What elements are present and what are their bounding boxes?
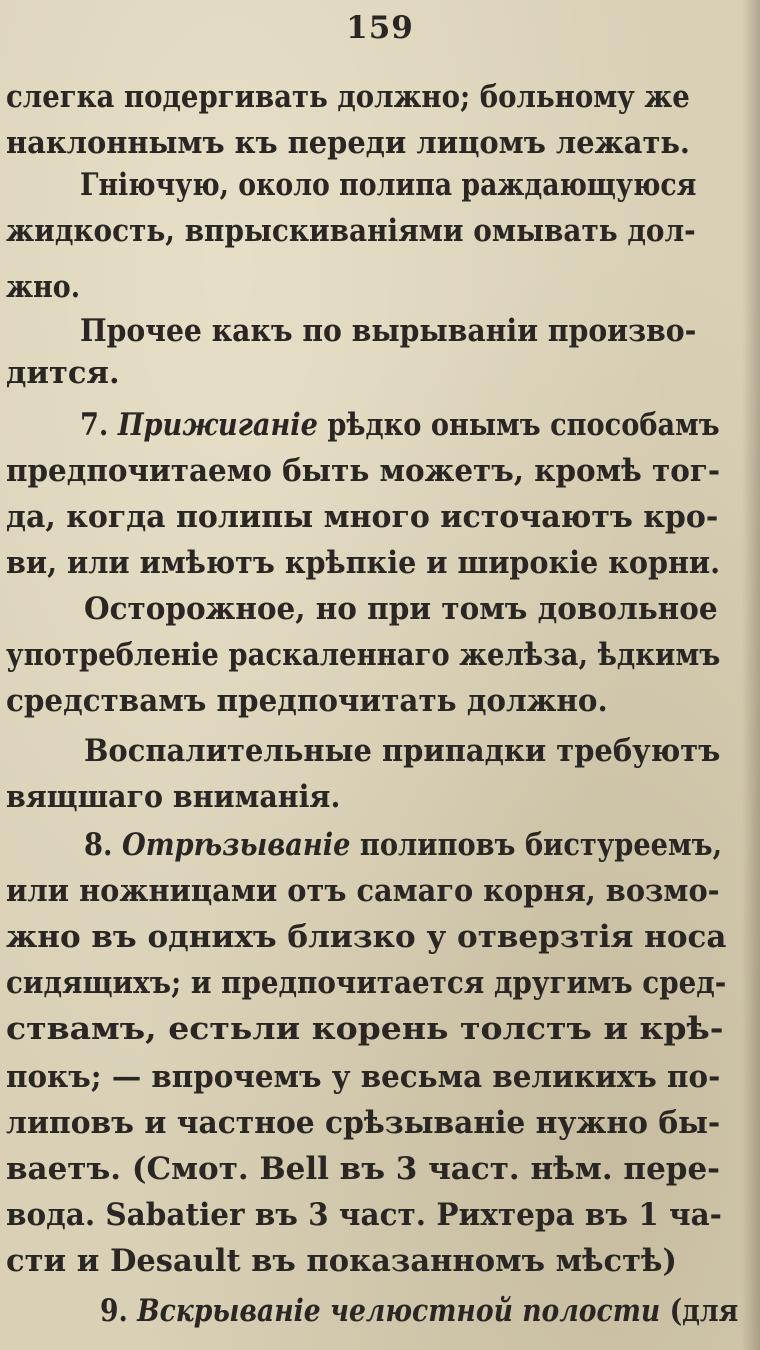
text-run: (для xyxy=(660,1293,739,1329)
text-line xyxy=(6,1197,722,1233)
page-number: 159 xyxy=(346,10,414,46)
text-line xyxy=(80,407,720,443)
text-run: ваетъ. (Смот. Bell въ 3 част. нѣм. пере- xyxy=(6,1151,721,1187)
text-line xyxy=(6,269,81,305)
text-run: полиповъ бистуреемъ, xyxy=(350,827,723,863)
text-run: рѣдко онымъ способамъ xyxy=(317,407,720,443)
text-line xyxy=(6,453,721,489)
text-line xyxy=(6,1059,721,1095)
text-line xyxy=(6,1151,721,1187)
text-line xyxy=(6,637,721,673)
text-run: Воспалительные припадки требуютъ xyxy=(84,733,721,769)
text-run: 7. xyxy=(80,407,118,443)
text-run: вода. Sabatier въ 3 част. Рихтера въ 1 ча- xyxy=(6,1197,722,1233)
text-run: покъ; — впрочемъ у весьма великихъ по- xyxy=(6,1059,721,1095)
text-line xyxy=(6,873,720,909)
text-run: сидящихъ; и предпочитается другимъ сред- xyxy=(6,965,727,1001)
italic-term: Отрѣзываніе xyxy=(121,827,351,863)
text-line xyxy=(84,827,723,863)
italic-term: Вскрываніе челюстной полости xyxy=(137,1293,661,1329)
text-run: ствамъ, естьли корень толстъ и крѣ- xyxy=(6,1011,724,1047)
text-run: Прочее какъ по вырываніи произво- xyxy=(80,313,697,349)
text-line xyxy=(6,1105,721,1141)
text-run: предпочитаемо быть можетъ, кромѣ тог- xyxy=(6,453,721,489)
text-run: да, когда полипы много источаютъ кро- xyxy=(6,499,719,535)
text-run: наклоннымъ къ переди лицомъ лежать. xyxy=(6,125,690,161)
text-run: сти и Desault въ показанномъ мѣстѣ) xyxy=(6,1243,677,1279)
text-run: жно въ однихъ близко у отверзтія носа xyxy=(6,919,727,955)
text-line xyxy=(6,1243,677,1279)
text-line xyxy=(84,733,721,769)
text-line xyxy=(6,355,120,391)
text-run: жно. xyxy=(6,269,81,305)
text-line xyxy=(6,213,696,249)
italic-term: Прижиганіе xyxy=(117,407,318,443)
text-line xyxy=(6,683,608,719)
text-run: или ножницами отъ самаго корня, возмо- xyxy=(6,873,720,909)
text-line xyxy=(6,1011,724,1047)
text-line xyxy=(6,545,721,581)
text-run: Осторожное, но при томъ довольное xyxy=(84,591,718,627)
text-run: ви, или имѣютъ крѣпкіе и широкіе корни. xyxy=(6,545,721,581)
text-run: липовъ и частное срѣзываніе нужно бы- xyxy=(6,1105,721,1141)
text-run: средствамъ предпочитать должно. xyxy=(6,683,608,719)
text-line xyxy=(80,313,697,349)
text-run: вящшаго вниманія. xyxy=(6,779,341,815)
text-line xyxy=(80,167,697,203)
text-run: дится. xyxy=(6,355,120,391)
text-line xyxy=(6,499,719,535)
text-line xyxy=(6,779,341,815)
text-line xyxy=(6,125,690,161)
text-run: употребленіе раскаленнаго желѣза, ѣдкимъ xyxy=(6,637,721,673)
text-line xyxy=(6,919,727,955)
text-run: слегка подергивать должно; больному же xyxy=(6,79,690,115)
text-run: Гніючую, около полипа раждающуюся xyxy=(80,167,697,203)
text-line xyxy=(100,1293,739,1329)
text-line xyxy=(84,591,718,627)
text-line xyxy=(6,965,727,1001)
text-run: 9. xyxy=(100,1293,138,1329)
text-run: 8. xyxy=(84,827,122,863)
text-line xyxy=(6,79,690,115)
page-gutter-shadow xyxy=(742,0,760,1350)
text-run: жидкость, впрыскиваніями омывать дол- xyxy=(6,213,696,249)
